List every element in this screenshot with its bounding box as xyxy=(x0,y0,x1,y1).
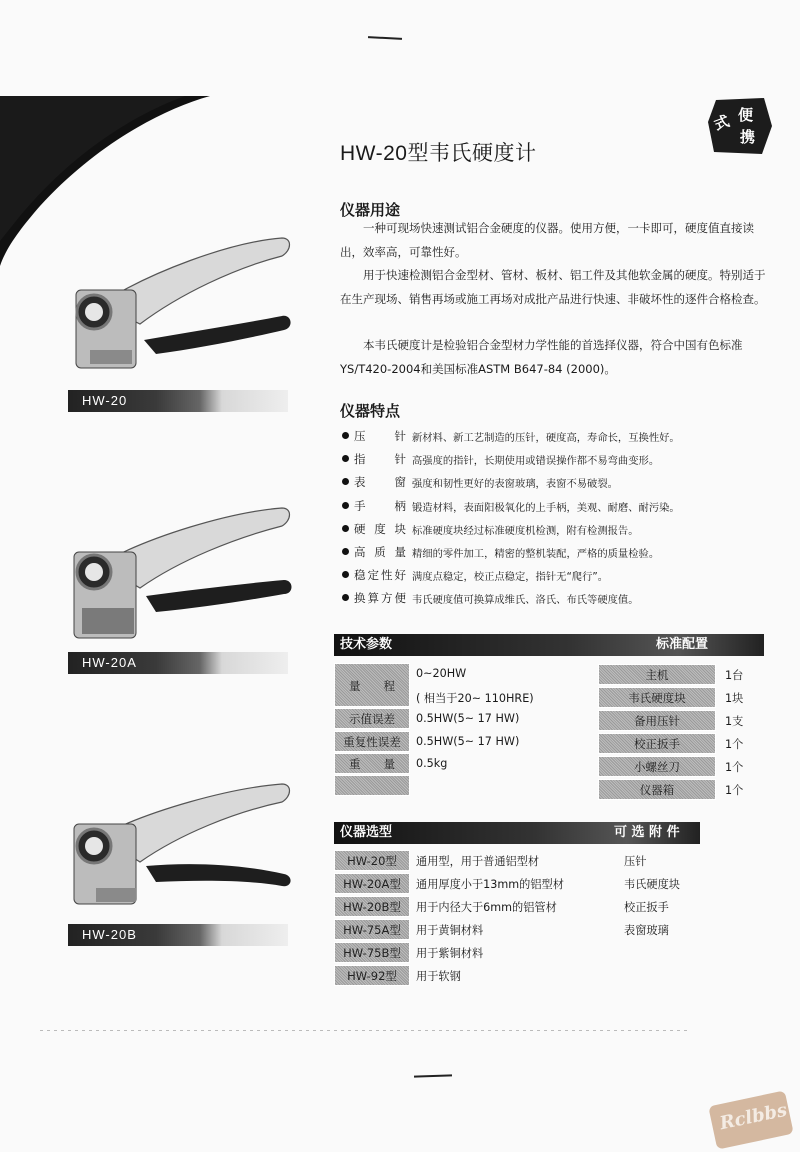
model-name: HW-20A型 xyxy=(334,873,410,894)
standard-config-qty: 1块 xyxy=(725,692,744,705)
model-name: HW-75A型 xyxy=(334,919,410,940)
portable-seal xyxy=(706,96,774,156)
tech-params-heading: 技术参数 xyxy=(340,637,393,652)
seal-char: 便 xyxy=(738,106,754,124)
tech-param-value: 0.5HW(5~ 17 HW) xyxy=(416,712,520,725)
usage-heading: 仪器用途 xyxy=(340,201,401,219)
standard-config-qty: 1台 xyxy=(725,669,744,682)
feature-item xyxy=(340,474,760,494)
hardness-tester-illustration xyxy=(60,776,300,916)
standard-config-qty: 1个 xyxy=(725,784,744,797)
product-label: HW-20 xyxy=(68,390,288,412)
model-usage: 用于软钢 xyxy=(416,970,461,983)
standard-config-qty: 1个 xyxy=(725,738,744,751)
seal-char: 式 xyxy=(711,111,732,134)
features-heading: 仪器特点 xyxy=(340,402,401,420)
tech-param-label: 重 量 xyxy=(334,753,410,774)
standard-config-item: 备用压针 xyxy=(598,710,716,731)
scan-mark-bottom xyxy=(414,1074,452,1077)
standard-config-item: 主机 xyxy=(598,664,716,685)
feature-name: 稳定性好 xyxy=(354,568,406,582)
page-title: HW-20型韦氏硬度计 xyxy=(340,142,537,165)
tech-param-label: 示值误差 xyxy=(334,708,410,729)
watermark-text: Rclbbs xyxy=(717,1099,789,1135)
feature-description: 高强度的指针，长期使用或错误操作都不易弯曲变形。 xyxy=(412,455,660,467)
selection-heading: 仪器选型 xyxy=(340,825,393,840)
tech-param-value: ( 相当于20~ 110HRE) xyxy=(416,692,534,705)
usage-paragraph: 用于快速检测铝合金型材、管材、板材、铝工件及其他软金属的硬度。特别适于在生产现场、销售再场或施工再场对成批产品进行快速、非破坏性的逐件合格检查。 xyxy=(340,268,766,306)
model-name: HW-92型 xyxy=(334,965,410,986)
feature-name: 表 窗 xyxy=(354,475,406,489)
usage-paragraph: 一种可现场快速测试铝合金硬度的仪器。使用方便，一卡即可，硬度值直接读出，效率高，可靠性好。 xyxy=(340,221,754,259)
model-usage: 通用型，用于普通铝型材 xyxy=(416,855,540,868)
standard-config-heading: 标准配置 xyxy=(656,637,709,652)
bullet-icon xyxy=(342,432,349,439)
product-label: HW-20B xyxy=(68,924,288,946)
model-usage: 用于黄铜材料 xyxy=(416,924,484,937)
tech-param-value: 0~20HW xyxy=(416,667,467,680)
feature-item xyxy=(340,544,760,564)
bullet-icon xyxy=(342,594,349,601)
feature-item xyxy=(340,567,760,587)
feature-item xyxy=(340,428,760,448)
bullet-icon xyxy=(342,525,349,532)
selection-bar xyxy=(334,822,700,844)
watermark-logo xyxy=(708,1090,793,1149)
model-name: HW-75B型 xyxy=(334,942,410,963)
model-usage: 用于内径大于6mm的铝管材 xyxy=(416,901,557,914)
model-name: HW-20B型 xyxy=(334,896,410,917)
model-name: HW-20型 xyxy=(334,850,410,871)
feature-item xyxy=(340,498,760,518)
tech-param-label xyxy=(334,775,410,796)
standard-config-item: 校正扳手 xyxy=(598,733,716,754)
feature-description: 满度点稳定，校正点稳定，指针无“爬行”。 xyxy=(412,571,609,583)
optional-accessories-heading: 可 选 附 件 xyxy=(614,825,680,840)
bullet-icon xyxy=(342,478,349,485)
bullet-icon xyxy=(342,571,349,578)
feature-name: 指 针 xyxy=(354,452,406,466)
feature-name: 手 柄 xyxy=(354,499,406,513)
seal-char: 携 xyxy=(740,128,756,146)
bullet-icon xyxy=(342,502,349,509)
optional-accessory: 表窗玻璃 xyxy=(624,924,669,937)
feature-description: 精细的零件加工，精密的整机装配，严格的质量检验。 xyxy=(412,548,660,560)
feature-item xyxy=(340,590,760,610)
standard-config-item: 韦氏硬度块 xyxy=(598,687,716,708)
scan-mark-top xyxy=(368,36,402,40)
feature-item xyxy=(340,451,760,471)
tech-param-value: 0.5kg xyxy=(416,757,448,770)
hardness-tester-illustration xyxy=(60,232,300,382)
tech-param-value: 0.5HW(5~ 17 HW) xyxy=(416,735,520,748)
tech-params-bar xyxy=(334,634,764,656)
footer-divider xyxy=(40,1030,690,1031)
feature-description: 韦氏硬度值可换算成维氏、洛氏、布氏等硬度值。 xyxy=(412,594,639,606)
tech-param-label: 重复性误差 xyxy=(334,731,410,752)
optional-accessory: 压针 xyxy=(624,855,647,868)
model-usage: 通用厚度小于13mm的铝型材 xyxy=(416,878,564,891)
feature-item xyxy=(340,521,760,541)
feature-name: 高质量 xyxy=(354,545,406,559)
tech-param-label: 量 程 xyxy=(334,663,410,707)
bullet-icon xyxy=(342,548,349,555)
standard-config-qty: 1个 xyxy=(725,761,744,774)
feature-name: 压 针 xyxy=(354,429,406,443)
feature-name: 硬度块 xyxy=(354,522,406,536)
feature-description: 新材料、新工艺制造的压针，硬度高，寿命长，互换性好。 xyxy=(412,432,680,444)
feature-description: 强度和韧性更好的表窗玻璃，表窗不易破裂。 xyxy=(412,478,618,490)
hardness-tester-illustration xyxy=(60,500,300,650)
feature-description: 标准硬度块经过标准硬度机检测，附有检测报告。 xyxy=(412,525,639,537)
optional-accessory: 韦氏硬度块 xyxy=(624,878,680,891)
usage-paragraph: 本韦氏硬度计是检验铝合金型材力学性能的首选择仪器，符合中国有色标准YS/T420-2004和美国标准ASTM B647-84 (2000)。 xyxy=(340,338,743,376)
standard-config-qty: 1支 xyxy=(725,715,744,728)
feature-description: 锻造材料，表面阳极氧化的上手柄，美观、耐磨、耐污染。 xyxy=(412,502,680,514)
bullet-icon xyxy=(342,455,349,462)
standard-config-item: 仪器箱 xyxy=(598,779,716,800)
product-label: HW-20A xyxy=(68,652,288,674)
standard-config-item: 小螺丝刀 xyxy=(598,756,716,777)
model-usage: 用于紫铜材料 xyxy=(416,947,484,960)
feature-name: 换算方便 xyxy=(354,591,406,605)
optional-accessory: 校正扳手 xyxy=(624,901,669,914)
